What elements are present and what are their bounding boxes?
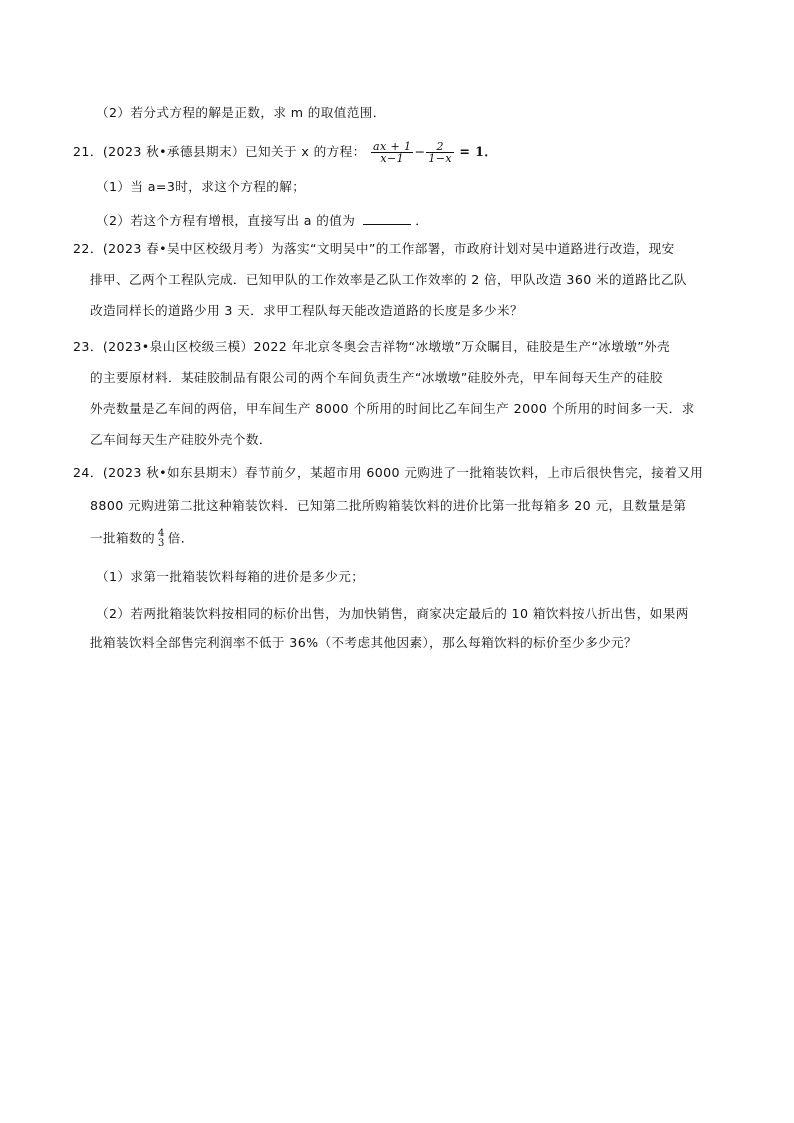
q21-prefix: 21．(2023 秋•承德县期末）已知关于 x 的方程： <box>73 144 366 159</box>
q23-line2: 的主要原材料．某硅胶制品有限公司的两个车间负责生产“冰墩墩”硅胶外壳，甲车间每天生产的硅胶 <box>90 370 663 385</box>
q24-line2: 8800 元购进第二批这种箱装饮料．已知第二批所购箱装饮料的进价比第一批每箱多 20 元，且数量是第 <box>90 498 687 513</box>
q21-fraction-2-numerator: 2 <box>426 141 454 153</box>
q24-line3-prefix: 一批箱数的 <box>90 530 155 546</box>
q24-part1: （1）求第一批箱装饮料每箱的进价是多少元； <box>96 569 365 584</box>
q20-part2: （2）若分式方程的解是正数，求 m 的取值范围． <box>96 105 386 120</box>
q24-part2-line1: （2）若两批箱装饮料按相同的标价出售，为加快销售，商家决定最后的 10 箱饮料按八折出售，如果两 <box>96 606 689 621</box>
q24-fraction <box>156 529 167 549</box>
q22-line3: 改造同样长的道路少用 3 天．求甲工程队每天能改造道路的长度是多少米？ <box>90 303 524 318</box>
q21-minus: − <box>414 144 426 159</box>
q21-fraction-2-denominator: 1−x <box>428 152 452 165</box>
q24-line3-suffix: 倍． <box>167 530 194 546</box>
q23-line4: 乙车间每天生产硅胶外壳个数． <box>90 432 272 447</box>
q21-equals: = 1． <box>459 144 498 159</box>
q23-line3: 外壳数量是乙车间的两倍，甲车间生产 8000 个所用的时间比乙车间生产 2000 个所用的时间多一天．求 <box>90 401 695 416</box>
q24-fraction-numerator: 4 <box>157 528 165 539</box>
q24-part2-line2: 批箱装饮料全部售完利润率不低于 36%（不考虑其他因素），那么每箱饮料的标价至少多少元？ <box>90 635 638 650</box>
q22-line1: 22．(2023 春•吴中区校级月考）为落实“文明吴中”的工作部署，市政府计划对吴中道路进行改造，现安 <box>73 241 675 256</box>
q21-fraction-1-denominator: x−1 <box>380 152 404 165</box>
q21-part2 <box>96 212 428 230</box>
q21-part2-prefix: （2）若这个方程有增根，直接写出 a 的值为 <box>96 213 356 228</box>
q23-line1: 23．(2023•泉山区校级三模）2022 年北京冬奥会吉祥物“冰墩墩”万众瞩目，硅胶是生产“冰墩墩”外壳 <box>73 339 671 354</box>
q21-part1: （1）当 a=3时，求这个方程的解； <box>96 179 306 194</box>
q21-fraction-2 <box>426 141 454 164</box>
q21-part2-suffix: ． <box>415 213 429 228</box>
q24-line3 <box>90 529 194 549</box>
q22-line2: 排甲、乙两个工程队完成．已知甲队的工作效率是乙队工作效率的 2 倍，甲队改造 360 米的道路比乙队 <box>90 272 688 287</box>
answer-blank[interactable] <box>363 212 411 225</box>
q21-fraction-1-numerator: ax + 1 <box>373 140 412 153</box>
q24-fraction-denominator: 3 <box>157 538 165 549</box>
q21-stem <box>73 141 497 164</box>
q24-line1: 24．(2023 秋•如东县期末）春节前夕，某超市用 6000 元购进了一批箱装饮料，上市后很快售完，接着又用 <box>73 465 704 480</box>
q21-fraction-1 <box>371 141 413 164</box>
